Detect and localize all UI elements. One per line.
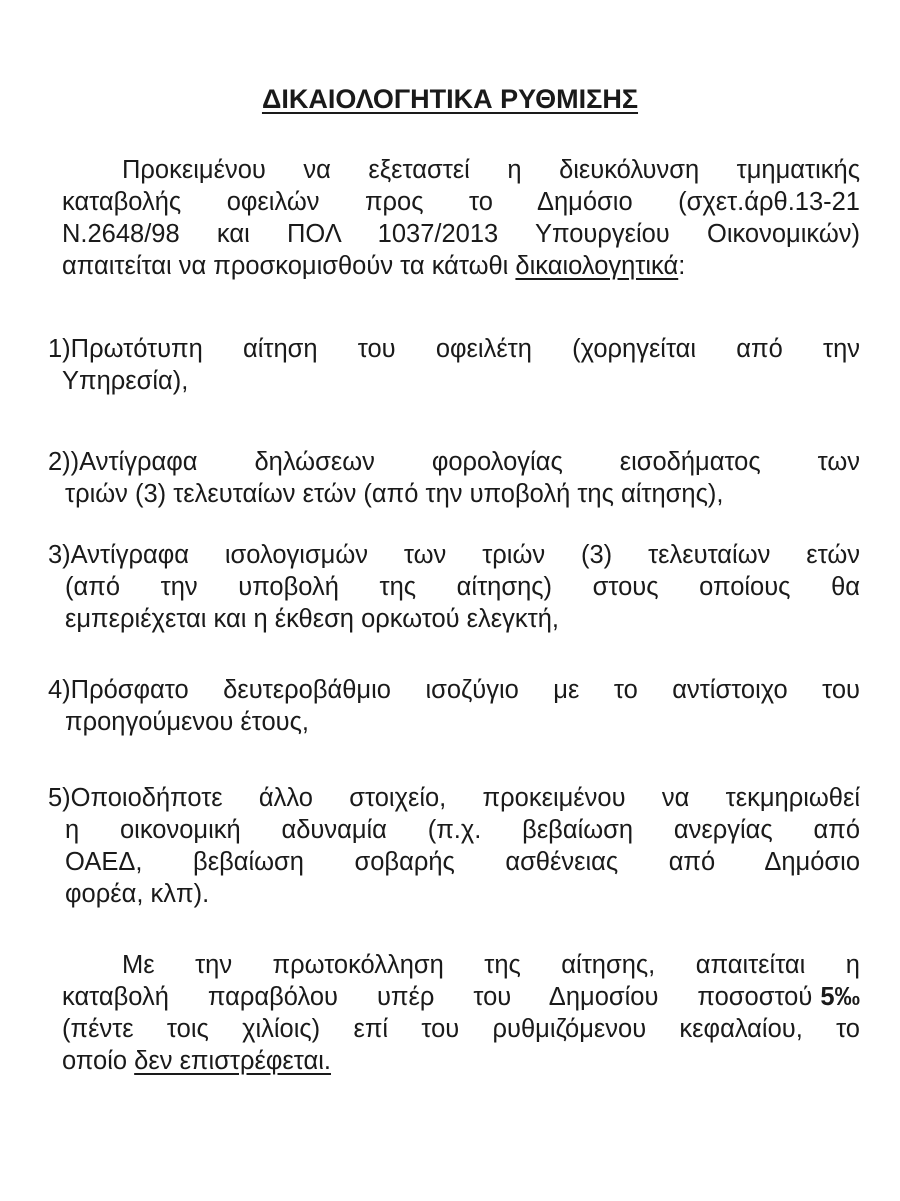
intro-text: απαιτείται να προσκομισθούν τα κάτωθι <box>62 252 516 280</box>
item-line: 2))Αντίγραφα δηλώσεων φορολογίας εισοδήματος των <box>48 448 860 476</box>
item-line: η οικονομική αδυναμία (π.χ. βεβαίωση ανεργίας από <box>65 816 860 844</box>
intro-line <box>62 251 685 281</box>
document-title: ΔΙΚΑΙΟΛΟΓΗΤΙΚΑ ΡΥΘΜΙΣΗΣ <box>261 84 639 114</box>
closing-line: (πέντε τοις χιλίοις) επί του ρυθμιζόμενου κεφαλαίου, το <box>62 1015 860 1043</box>
item-line: 5)Οποιοδήποτε άλλο στοιχείο, προκειμένου να τεκμηριωθεί <box>48 784 860 812</box>
closing-line: Με την πρωτοκόλληση της αίτησης, απαιτείται η <box>122 951 860 979</box>
non-refundable-underlined: δεν επιστρέφεται. <box>134 1047 331 1075</box>
item-line: προηγούμενου έτους, <box>65 708 309 736</box>
closing-line <box>62 1046 331 1076</box>
item-line: τριών (3) τελευταίων ετών (από την υποβολή της αίτησης), <box>65 480 724 508</box>
item-line: φορέα, κλπ). <box>65 880 210 908</box>
intro-line: Προκειμένου να εξεταστεί η διευκόλυνση τμηματικής <box>122 156 860 184</box>
intro-line: καταβολής οφειλών προς το Δημόσιο (σχετ.άρθ.13-21 <box>62 188 860 216</box>
documents-underlined: δικαιολογητικά <box>515 252 679 280</box>
closing-text: οποίο <box>62 1047 135 1075</box>
item-line: 4)Πρόσφατο δευτεροβάθμιο ισοζύγιο με το αντίστοιχο του <box>48 676 860 704</box>
item-line: 3)Αντίγραφα ισολογισμών των τριών (3) τελευταίων ετών <box>48 541 860 569</box>
closing-text: καταβολή παραβόλου υπέρ του Δημοσίου ποσοστού <box>62 983 813 1011</box>
item-line: Υπηρεσία), <box>62 367 189 395</box>
intro-line: Ν.2648/98 και ΠΟΛ 1037/2013 Υπουργείου Οικονομικών) <box>62 220 860 248</box>
item-line: (από την υποβολή της αίτησης) στους οποίους θα <box>65 573 860 601</box>
closing-line <box>62 982 860 1012</box>
fee-rate: 5‰ <box>820 983 860 1011</box>
colon: : <box>678 252 686 280</box>
item-line: εμπεριέχεται και η έκθεση ορκωτού ελεγκτή, <box>65 605 560 633</box>
item-line: ΟΑΕΔ, βεβαίωση σοβαρής ασθένειας από Δημόσιο <box>65 848 860 876</box>
item-line: 1)Πρωτότυπη αίτηση του οφειλέτη (χορηγείται από την <box>48 335 860 363</box>
